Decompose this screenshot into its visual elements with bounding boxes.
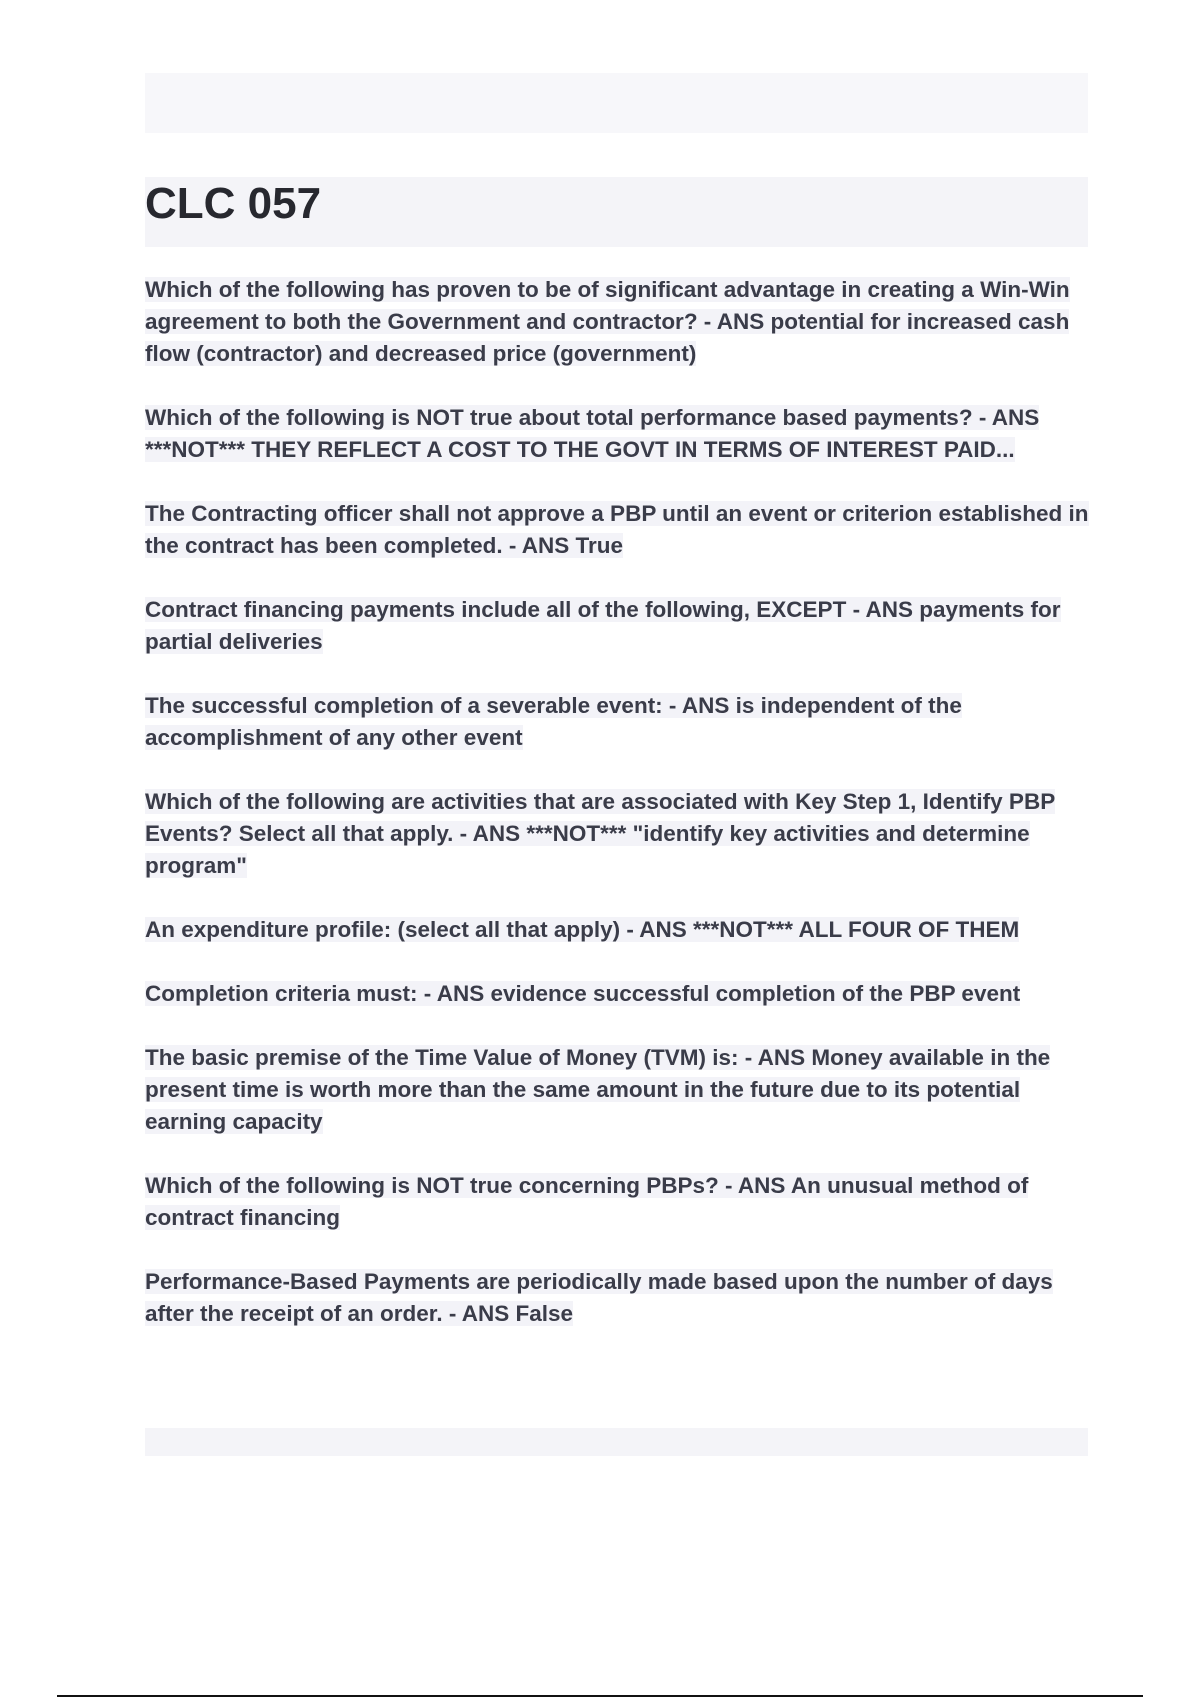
- qa-item: [145, 498, 1090, 562]
- qa-item: [145, 690, 1090, 754]
- qa-item: [145, 978, 1090, 1010]
- footer-band: [145, 1428, 1088, 1456]
- qa-item: [145, 914, 1090, 946]
- header-band: [145, 73, 1088, 133]
- qa-text: The Contracting officer shall not approve a PBP until an event or criterion established in the contract has been completed. - ANS True: [145, 501, 1089, 558]
- qa-item: [145, 1170, 1090, 1234]
- qa-text: Which of the following are activities that are associated with Key Step 1, Identify PBP Events? Select all that apply. - ANS ***NOT*** "identify key activities and determine program": [145, 789, 1056, 878]
- qa-text: Which of the following has proven to be of significant advantage in creating a Win-Win agreement to both the Government and contractor? - ANS potential for increased cash flow (contractor) and decreased price (government): [145, 277, 1070, 366]
- footer-rule: [57, 1695, 1143, 1697]
- qa-item: [145, 594, 1090, 658]
- qa-item: [145, 402, 1090, 466]
- qa-text: The basic premise of the Time Value of Money (TVM) is: - ANS Money available in the present time is worth more than the same amount in the future due to its potential earning capacity: [145, 1045, 1051, 1134]
- qa-text: Which of the following is NOT true about total performance based payments? - ANS ***NOT*** THEY REFLECT A COST TO THE GOVT IN TERMS OF INTEREST PAID...: [145, 405, 1040, 462]
- qa-item: [145, 1042, 1090, 1138]
- qa-text: Completion criteria must: - ANS evidence successful completion of the PBP event: [145, 981, 1021, 1006]
- qa-text: Contract financing payments include all of the following, EXCEPT - ANS payments for partial deliveries: [145, 597, 1061, 654]
- qa-text: Performance-Based Payments are periodically made based upon the number of days after the receipt of an order. - ANS False: [145, 1269, 1053, 1326]
- qa-item: [145, 1266, 1090, 1330]
- qa-text: An expenditure profile: (select all that apply) - ANS ***NOT*** ALL FOUR OF THEM: [145, 917, 1020, 942]
- qa-text: The successful completion of a severable event: - ANS is independent of the accomplishment of any other event: [145, 693, 962, 750]
- page-title: CLC 057: [145, 179, 322, 228]
- qa-list: [145, 274, 1090, 1330]
- qa-item: [145, 786, 1090, 882]
- qa-item: [145, 274, 1090, 370]
- qa-text: Which of the following is NOT true concerning PBPs? - ANS An unusual method of contract financing: [145, 1173, 1029, 1230]
